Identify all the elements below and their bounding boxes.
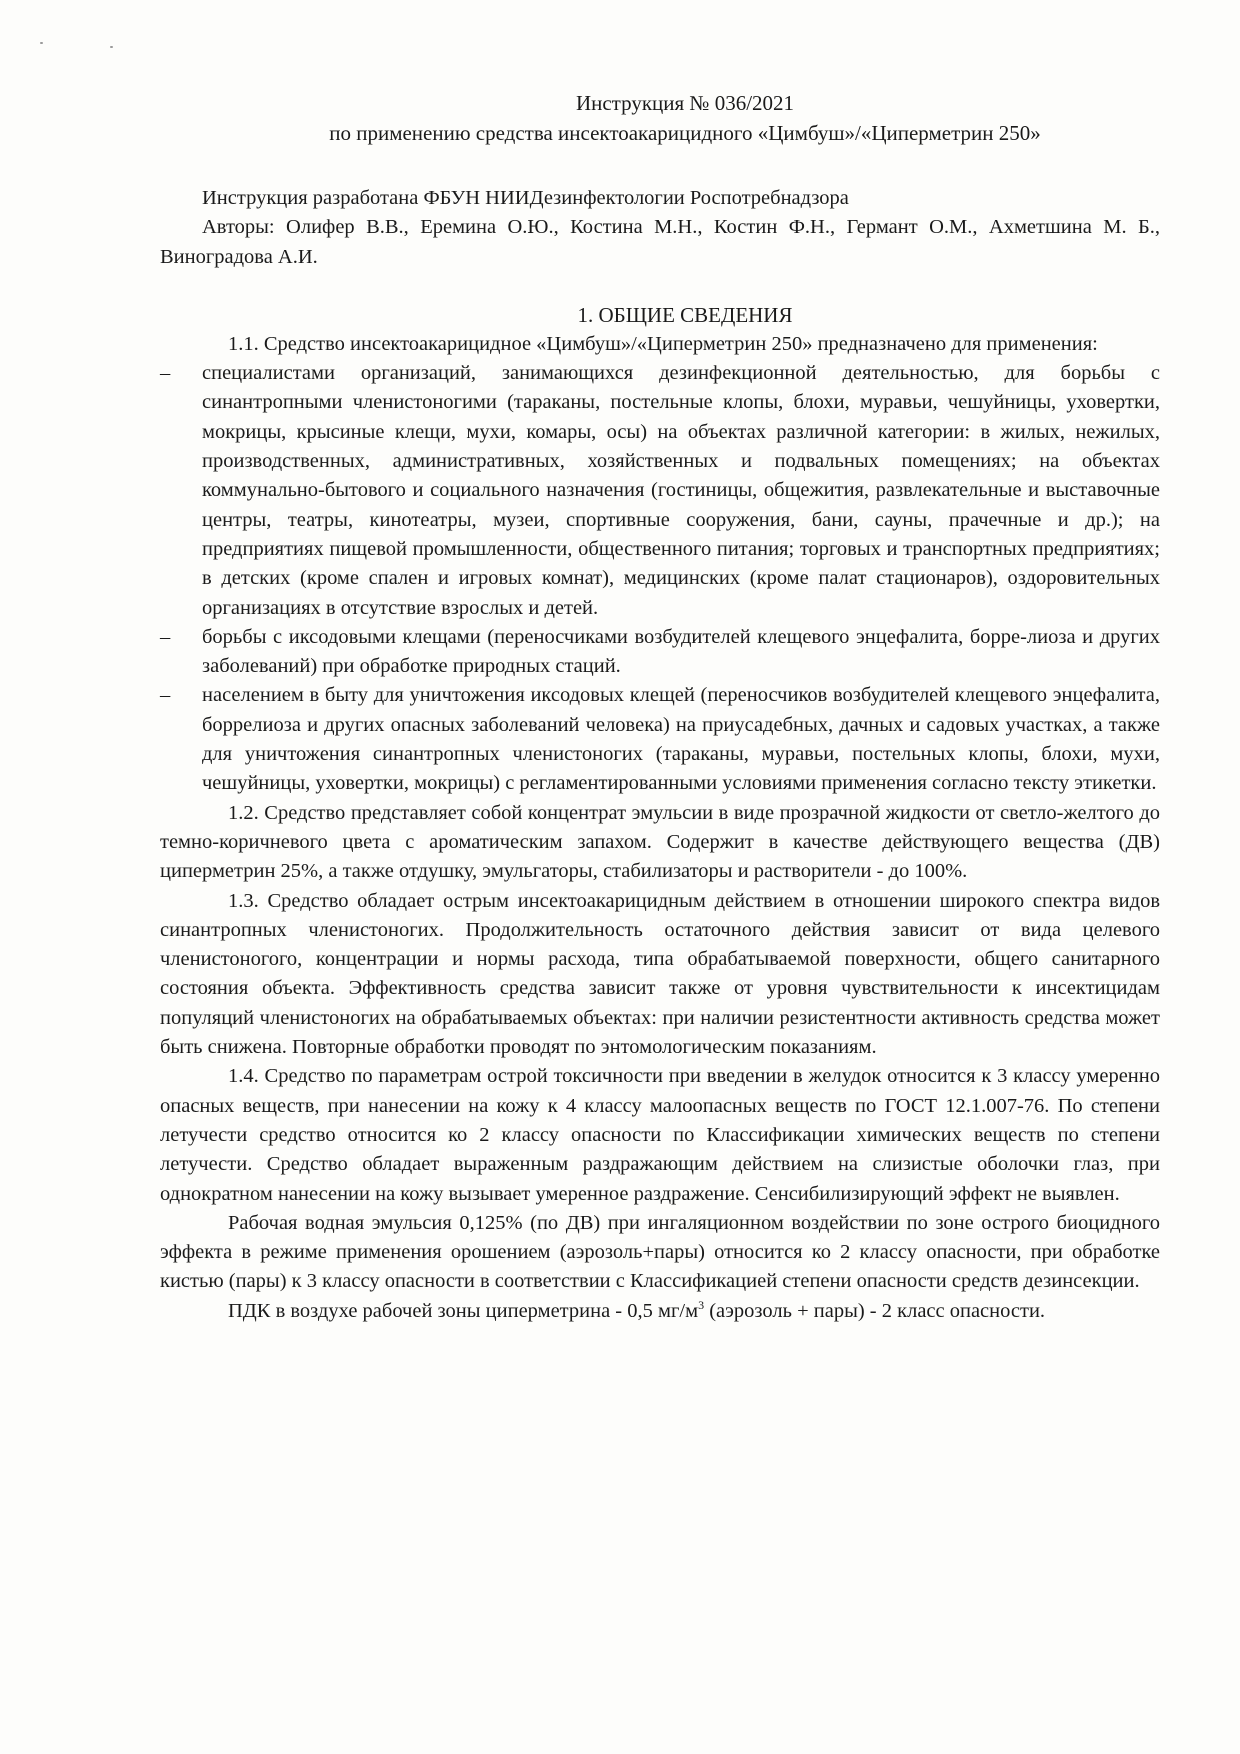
document-page	[160, 88, 1160, 1326]
list-item: – специалистами организаций, занимающихся дезинфекционной деятельностью, для борьбы с синантропными членистоногими (тараканы, постельные клопы, блохи, муравьи, чешуйницы, уховертки, мокрицы, крысиные клещи, мухи, комары, осы) на объектах различной категории: в жилых, нежилых, производственных, административных, хозяйственных и подвальных помещениях; на объектах коммунально-бытового и социального назначения (гостиницы, общежития, развлекательные и выставочные центры, театры, кинотеатры, музеи, спортивные сооружения, бани, сауны, прачечные и др.); на предприятиях пищевой промышленности, общественного питания; торговых и транспортных предприятиях; в детских (кроме спален и игровых комнат), медицинских (кроме палат стационаров), оздоровительных организациях в отсутствие взрослых и детей.	[160, 359, 1160, 623]
list-item: – борьбы с иксодовыми клещами (переносчиками возбудителей клещевого энцефалита, борре-лиоза и других заболеваний) при обработке природных стаций.	[160, 623, 1160, 682]
paragraph-1-2: 1.2. Средство представляет собой концентрат эмульсии в виде прозрачной жидкости от светло-желтого до темно-коричневого цвета с ароматическим запахом. Содержит в качестве действующего вещества (ДВ) циперметрин 25%, а также отдушку, эмульгаторы, стабилизаторы и растворители - до 100%.	[160, 801, 1160, 883]
section-heading: 1. ОБЩИЕ СВЕДЕНИЯ	[577, 302, 793, 327]
developer-line: Инструкция разработана ФБУН НИИДезинфектологии Роспотребнадзора	[202, 187, 849, 209]
paragraph-1-1: 1.1. Средство инсектоакарицидное «Цимбуш»/«Циперметрин 250» предназначено для применения:	[228, 332, 1098, 355]
usage-list	[160, 359, 1160, 798]
paragraph-working-emulsion: Рабочая водная эмульсия 0,125% (по ДВ) при ингаляционном воздействии по зоне острого биоцидного эффекта в режиме применения орошением (аэрозоль+пары) относится ко 2 классу опасности, при обработке кистью (пары) к 3 классу опасности в соответствии с Классификацией степени опасности средств дезинсекции.	[160, 1211, 1160, 1293]
list-item: – населением в быту для уничтожения иксодовых клещей (переносчиков возбудителей клещевого энцефалита, боррелиоза и других опасных заболеваний человека) на приусадебных, дачных и садовых участках, а также для уничтожения синантропных членистоногих (тараканы, муравьи, постельных клопы, блохи, мухи, чешуйницы, уховертки, мокрицы) с регламентированными условиями применения согласно тексту этикетки.	[160, 681, 1160, 798]
paragraph-1-4: 1.4. Средство по параметрам острой токсичности при введении в желудок относится к 3 классу умеренно опасных веществ, при нанесении на кожу к 4 классу малоопасных веществ по ГОСТ 12.1.007-76. По степени летучести средство относится ко 2 классу опасности по Классификации химических веществ по степени летучести. Средство обладает выраженным раздражающим действием на слизистые оболочки глаз, при однократном нанесении на кожу вызывает умеренное раздражение. Сенсибилизирующий эффект не выявлен.	[160, 1065, 1160, 1205]
scan-speck	[110, 46, 113, 48]
dash-marker: –	[160, 684, 171, 707]
scan-speck	[40, 42, 43, 44]
paragraph-pdk: ПДК в воздухе рабочей зоны циперметрина - 0,5 $мг/м^3$ (аэрозоль + пары) - 2 класс опасности.	[228, 1297, 1046, 1322]
dash-marker: –	[160, 362, 171, 385]
paragraph-1-3: 1.3. Средство обладает острым инсектоакарицидным действием в отношении широкого спектра видов синантропных членистоногих. Продолжительность остаточного действия зависит от вида целевого членистоногого, концентрации и нормы расхода, типа обрабатываемой поверхности, общего санитарного состояния объекта. Эффективность средства зависит также от уровня чувствительности к инсектицидам популяций членистоногих на обрабатываемых объектах: при наличии резистентности активность средства может быть снижена. Повторные обработки проводят по энтомологическим показаниям.	[160, 889, 1160, 1059]
authors-line: Авторы: Олифер В.В., Еремина О.Ю., Костина М.Н., Костин Ф.Н., Германт О.М., Ахметшина М. Б., Виноградова А.И.	[160, 216, 1160, 268]
dash-marker: –	[160, 625, 171, 648]
superscript-3: 3	[698, 1297, 705, 1312]
document-subtitle: по применению средства инсектоакарицидного «Цимбуш»/«Циперметрин 250»	[329, 121, 1041, 145]
document-title: Инструкция № 036/2021	[575, 91, 795, 115]
